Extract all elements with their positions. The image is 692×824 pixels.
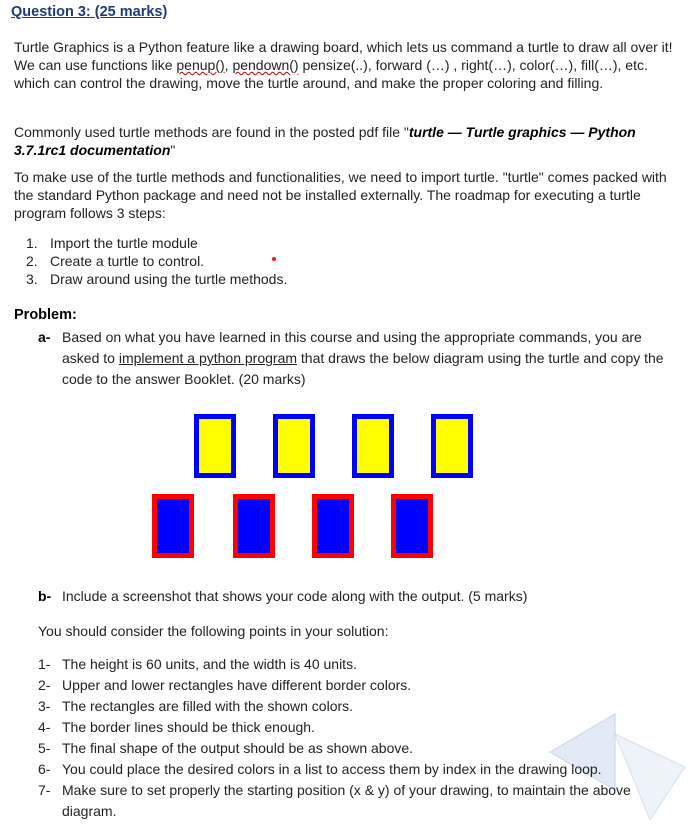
yellow-rectangle xyxy=(273,414,315,478)
pendown-function: pendown() xyxy=(232,57,299,73)
intro-text-1: Turtle Graphics is a Python feature like a drawing board, which lets us command a turtle to draw all over it! We can use functions like xyxy=(14,39,673,73)
intro-sep: , xyxy=(224,57,233,73)
doc-title: turtle — Turtle graphics — Python 3.7.1rc1 documentation xyxy=(14,124,636,158)
list-item: 7- Make sure to set properly the starting position (x & y) of your drawing, to maintain the above diagram. xyxy=(38,782,631,819)
penup-function: penup() xyxy=(176,57,225,73)
red-dot-mark xyxy=(272,257,276,261)
blue-rectangle xyxy=(312,494,354,558)
list-item: 5- The final shape of the output should be as shown above. xyxy=(38,740,414,756)
part-a xyxy=(38,327,686,393)
list-item: 3. Draw around using the turtle methods. xyxy=(26,271,288,287)
blue-rectangle xyxy=(233,494,275,558)
list-item: 1. Import the turtle module xyxy=(26,235,198,251)
steps-list xyxy=(14,234,414,288)
part-a-label: a- xyxy=(38,329,51,345)
consider-text: You should consider the following points in your solution: xyxy=(38,623,389,639)
list-item: 4- The border lines should be thick enough. xyxy=(38,719,315,735)
problem-heading: Problem: xyxy=(14,307,77,323)
list-item: 3- The rectangles are filled with the shown colors. xyxy=(38,698,354,714)
blue-rectangle xyxy=(391,494,433,558)
part-b xyxy=(38,586,686,608)
yellow-rectangle xyxy=(431,414,473,478)
reference-text: Commonly used turtle methods are found in the posted pdf file " xyxy=(14,124,409,140)
reference-end: " xyxy=(170,142,176,158)
list-item: 2. Create a turtle to control. xyxy=(26,253,205,269)
blue-rectangle xyxy=(152,494,194,558)
implement-link-text: implement a python program xyxy=(118,350,298,366)
reference-paragraph xyxy=(14,123,682,159)
list-item: 2- Upper and lower rectangles have different border colors. xyxy=(38,677,412,693)
list-item: 1- The height is 60 units, and the width is 40 units. xyxy=(38,656,357,672)
part-b-text: Include a screenshot that shows your code along with the output. (5 marks) xyxy=(62,588,528,604)
part-a-text: Based on what you have learned in this course and using the appropriate commands, you are asked to implement a python program that draws the below diagram using the turtle and copy the code to the answer Booklet. (20 marks) xyxy=(62,329,664,387)
question-title: Question 3: (25 marks) xyxy=(11,4,168,20)
intro-paragraph xyxy=(14,38,682,92)
yellow-rectangle xyxy=(352,414,394,478)
points-list xyxy=(38,654,688,822)
intro-text-2: pensize(..), forward (…) , right(…), color(…), fill(…), etc. which can control the drawing, move the turtle around, and make the proper coloring and filling. xyxy=(14,57,648,91)
part-b-label: b- xyxy=(38,588,52,604)
yellow-rectangle xyxy=(194,414,236,478)
list-item: 6- You could place the desired colors in a list to access them by index in the drawing loop. xyxy=(38,761,602,777)
import-paragraph: To make use of the turtle methods and functionalities, we need to import turtle. "turtle" comes packed with the standard Python package and need not be installed externally. The roadmap for executing a turtle program follows 3 steps: xyxy=(14,169,667,221)
